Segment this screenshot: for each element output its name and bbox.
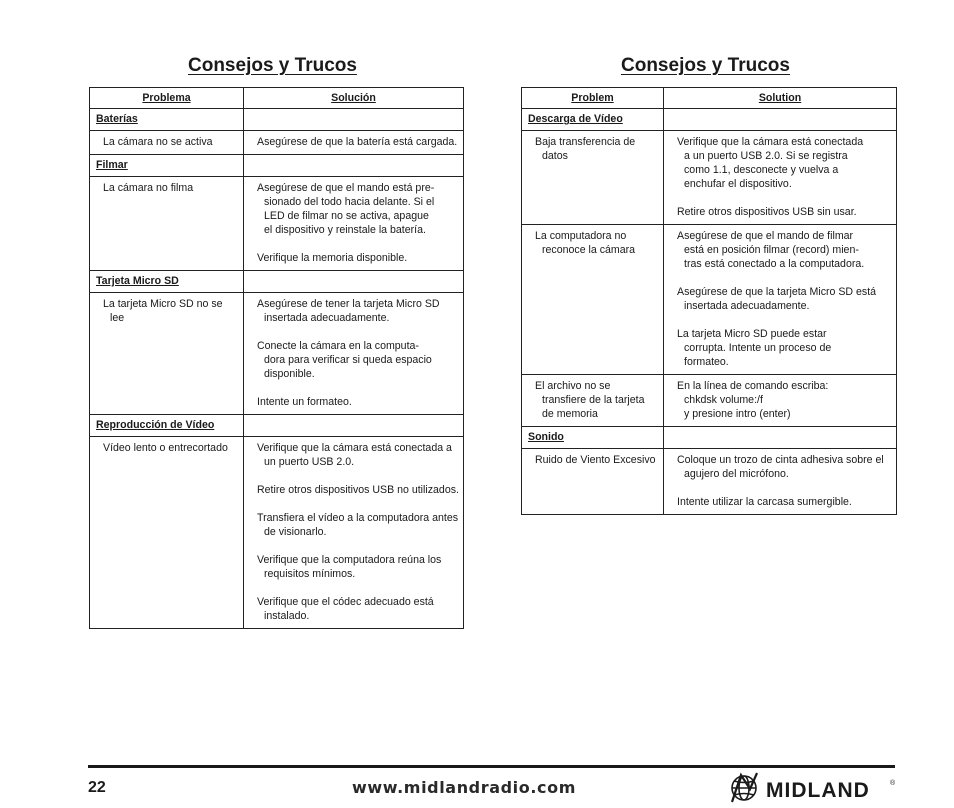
solution-text: En la línea de comando escriba: chkdsk volume:/f y presione intro (enter) bbox=[677, 380, 829, 420]
table-row bbox=[90, 177, 464, 271]
footer-url: www.midlandradio.com bbox=[352, 778, 576, 797]
problem-text: Vídeo lento o entrecortado bbox=[103, 442, 228, 454]
column-header-label: Problema bbox=[142, 92, 191, 104]
problem-cell bbox=[522, 131, 664, 225]
solution-text: Asegúrese de que el mando está pre- sionado del todo hacia delante. Si el LED de filmar no se activa, apague el dispositivo y reinstale la batería. bbox=[257, 182, 435, 236]
solution-text: Verifique que la cámara está conectada a un puerto USB 2.0. Si se registra como 1.1, desconecte y vuelva a enchufar el dispositivo. bbox=[677, 136, 864, 190]
solution-text: Retire otros dispositivos USB sin usar. bbox=[677, 206, 857, 218]
footer-rule bbox=[88, 765, 895, 768]
solution-text: Conecte la cámara en la computa- dora para verificar si queda espacio disponible. bbox=[257, 340, 432, 380]
section-title: Baterías bbox=[90, 109, 244, 131]
problem-cell bbox=[522, 449, 664, 515]
column-header-label: Problem bbox=[571, 92, 614, 104]
problem-text: La tarjeta Micro SD no se lee bbox=[103, 298, 223, 324]
section-row bbox=[90, 415, 464, 437]
solution-text: La tarjeta Micro SD puede estar corrupta. Intente un proceso de formateo. bbox=[677, 328, 832, 368]
page-title-right: Consejos y Trucos bbox=[621, 55, 790, 76]
problem-cell bbox=[522, 375, 664, 427]
section-blank-cell bbox=[244, 415, 464, 437]
column-header-problem bbox=[90, 88, 244, 109]
table-header-row bbox=[522, 88, 897, 109]
problem-text: Baja transferencia de datos bbox=[535, 136, 636, 162]
problem-cell bbox=[90, 177, 244, 271]
problem-cell bbox=[90, 131, 244, 155]
section-blank-cell bbox=[244, 155, 464, 177]
problem-text: Ruido de Viento Excesivo bbox=[535, 454, 656, 466]
section-row bbox=[90, 271, 464, 293]
solution-cell bbox=[664, 225, 897, 375]
table-row bbox=[90, 131, 464, 155]
solution-text: Coloque un trozo de cinta adhesiva sobre el agujero del micrófono. bbox=[677, 454, 884, 480]
section-row bbox=[90, 155, 464, 177]
globe-icon bbox=[732, 773, 757, 802]
page-title-left: Consejos y Trucos bbox=[188, 55, 357, 76]
section-blank-cell bbox=[664, 109, 897, 131]
column-header-problem bbox=[522, 88, 664, 109]
solution-text: Asegúrese de que la batería está cargada. bbox=[257, 136, 458, 148]
section-row bbox=[90, 109, 464, 131]
problem-text: La cámara no filma bbox=[103, 182, 194, 194]
solution-text: Retire otros dispositivos USB no utilizados. bbox=[257, 484, 459, 496]
brand-name: MIDLAND bbox=[766, 779, 870, 802]
problem-cell bbox=[90, 293, 244, 415]
solution-cell bbox=[244, 131, 464, 155]
solution-text: Verifique que la cámara está conectada a un puerto USB 2.0. bbox=[257, 442, 452, 468]
table-row bbox=[522, 449, 897, 515]
problem-cell bbox=[522, 225, 664, 375]
table-row bbox=[90, 437, 464, 629]
tips-table-left bbox=[89, 87, 464, 629]
table-header-row bbox=[90, 88, 464, 109]
problem-text: El archivo no se transfiere de la tarjeta de memoria bbox=[535, 380, 645, 420]
solution-cell bbox=[244, 293, 464, 415]
tips-table-right bbox=[521, 87, 897, 515]
section-row bbox=[522, 109, 897, 131]
table-row bbox=[522, 375, 897, 427]
column-header-solution bbox=[244, 88, 464, 109]
section-title: Tarjeta Micro SD bbox=[90, 271, 244, 293]
section-title: Descarga de Vídeo bbox=[522, 109, 664, 131]
solution-text: Verifique la memoria disponible. bbox=[257, 252, 408, 264]
section-title: Sonido bbox=[522, 427, 664, 449]
solution-cell bbox=[664, 131, 897, 225]
solution-text: Asegúrese de tener la tarjeta Micro SD insertada adecuadamente. bbox=[257, 298, 440, 324]
solution-cell bbox=[244, 437, 464, 629]
solution-cell bbox=[244, 177, 464, 271]
problem-text: La cámara no se activa bbox=[103, 136, 213, 148]
column-header-solution bbox=[664, 88, 897, 109]
section-title: Filmar bbox=[90, 155, 244, 177]
registered-mark: ® bbox=[890, 780, 896, 787]
table-row bbox=[522, 225, 897, 375]
solution-text: Asegúrese de que el mando de filmar está en posición filmar (record) mien- tras está conectado a la computadora. bbox=[677, 230, 865, 270]
section-blank-cell bbox=[244, 109, 464, 131]
problem-text: La computadora no reconoce la cámara bbox=[535, 230, 636, 256]
section-blank-cell bbox=[664, 427, 897, 449]
page-number: 22 bbox=[88, 779, 106, 796]
section-row bbox=[522, 427, 897, 449]
solution-cell bbox=[664, 449, 897, 515]
section-title: Reproducción de Vídeo bbox=[90, 415, 244, 437]
solution-text: Verifique que el códec adecuado está instalado. bbox=[257, 596, 434, 622]
column-header-label: Solution bbox=[758, 92, 802, 104]
table-row bbox=[522, 131, 897, 225]
table-row bbox=[90, 293, 464, 415]
problem-cell bbox=[90, 437, 244, 629]
solution-text: Asegúrese de que la tarjeta Micro SD está insertada adecuadamente. bbox=[677, 286, 877, 312]
section-blank-cell bbox=[244, 271, 464, 293]
solution-text: Transfiera el vídeo a la computadora antes de visionarlo. bbox=[257, 512, 459, 538]
solution-text: Intente utilizar la carcasa sumergible. bbox=[677, 496, 852, 508]
midland-logo bbox=[728, 771, 896, 805]
solution-text: Intente un formateo. bbox=[257, 396, 352, 408]
solution-text: Verifique que la computadora reúna los requisitos mínimos. bbox=[257, 554, 442, 580]
column-header-label: Solución bbox=[331, 92, 376, 104]
solution-cell bbox=[664, 375, 897, 427]
